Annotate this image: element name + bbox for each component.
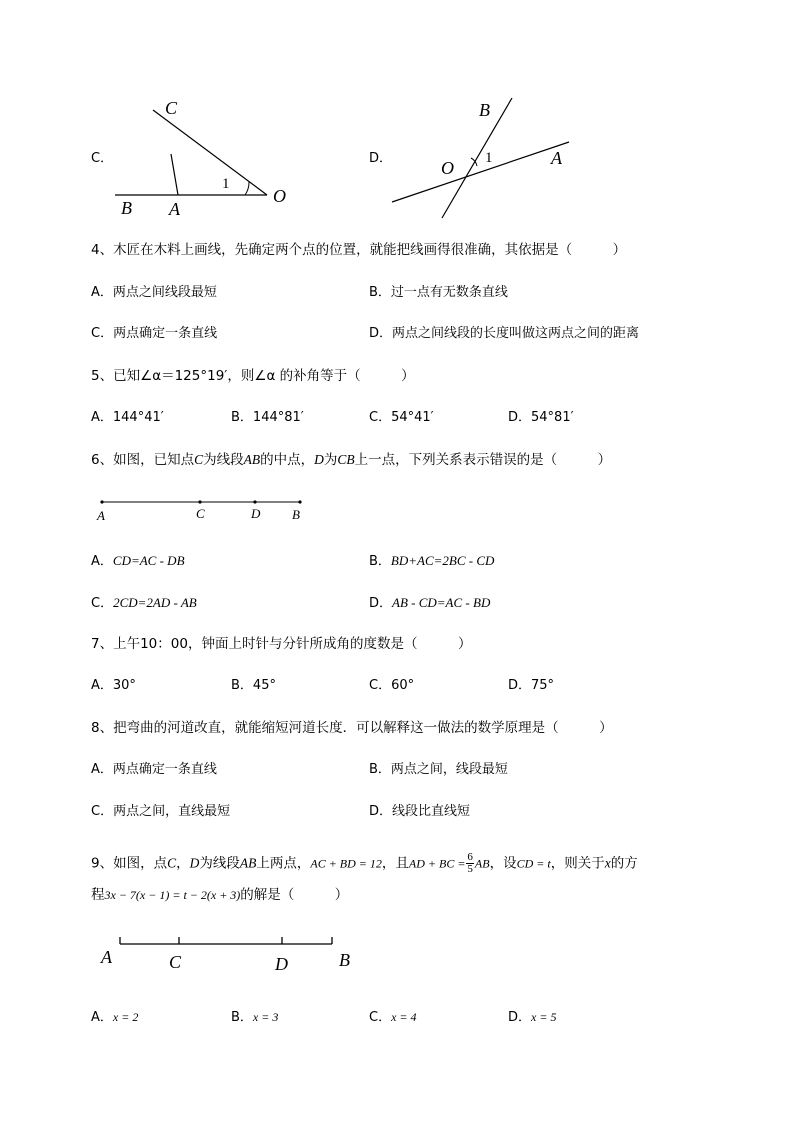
- label-d: D: [275, 954, 288, 974]
- q9-option-d[interactable]: D．x = 5: [508, 1010, 557, 1025]
- q4-option-a[interactable]: A．两点之间线段最短: [91, 285, 217, 300]
- angle-1: 1: [222, 176, 230, 192]
- point-o: O: [273, 186, 286, 206]
- label-b: B: [292, 507, 300, 522]
- figure-option-c: [105, 92, 305, 222]
- dot-b: [298, 500, 301, 503]
- dot-a: [100, 500, 103, 503]
- ray-oc: [153, 110, 267, 195]
- point-b: B: [479, 100, 490, 120]
- q7-option-b[interactable]: B．45°: [231, 678, 276, 693]
- q8-option-d[interactable]: D．线段比直线短: [369, 804, 471, 819]
- q7-option-c[interactable]: C．60°: [369, 678, 415, 693]
- q5-option-b[interactable]: B．144°81′: [231, 410, 304, 425]
- angle-arc: [245, 182, 249, 195]
- option-d-label: D．: [369, 151, 393, 166]
- q9-option-b[interactable]: B．x = 3: [231, 1010, 279, 1025]
- option-c-label: C．: [91, 151, 114, 166]
- q9-option-c[interactable]: C．x = 4: [369, 1010, 417, 1025]
- q9-stem-line1: 9、如图，点C，D为线段AB上两点，AC + BD = 12，且AD + BC = $\frac{6}{5}$ AB，设CD = t，则关于x的方: [91, 851, 638, 875]
- q4-option-b[interactable]: B．过一点有无数条直线: [369, 285, 508, 300]
- point-b: B: [121, 198, 132, 218]
- point-a: A: [169, 199, 180, 219]
- point-o: O: [441, 158, 454, 178]
- label-a: A: [97, 508, 105, 523]
- fraction-6-5: $\frac{6}{5}$: [467, 851, 473, 875]
- dot-d: [253, 500, 256, 503]
- q9-figure: [98, 930, 368, 978]
- label-c: C: [196, 506, 205, 521]
- dot-c: [198, 500, 201, 503]
- point-c: C: [165, 98, 178, 118]
- angle-1: 1: [485, 150, 493, 166]
- q7-option-a[interactable]: A．30°: [91, 678, 136, 693]
- q4-option-c[interactable]: C．两点确定一条直线: [91, 326, 218, 341]
- q4-option-d[interactable]: D．两点之间线段的长度叫做这两点之间的距离: [369, 326, 640, 341]
- q8-option-a[interactable]: A．两点确定一条直线: [91, 762, 217, 777]
- label-d: D: [251, 506, 261, 521]
- figure-option-d: [385, 92, 585, 222]
- q6-figure: [92, 492, 312, 526]
- segment-a: [171, 154, 178, 195]
- q5-stem: 5、已知∠α＝125°19′，则∠α 的补角等于（ ）: [91, 368, 415, 384]
- q5-option-a[interactable]: A．144°41′: [91, 410, 164, 425]
- q6-stem: 6、如图，已知点C为线段AB的中点，D为CB上一点，下列关系表示错误的是（ ）: [91, 452, 612, 468]
- q8-option-b[interactable]: B．两点之间，线段最短: [369, 762, 508, 777]
- label-b: B: [339, 950, 350, 970]
- q7-option-d[interactable]: D．75°: [508, 678, 555, 693]
- q4-stem: 4、木匠在木料上画线，先确定两个点的位置，就能把线画得很准确，其依据是（ ）: [91, 242, 627, 258]
- q5-option-d[interactable]: D．54°81′: [508, 410, 574, 425]
- q6-option-a[interactable]: A．CD=AC - DB: [91, 553, 185, 569]
- q7-stem: 7、上午10：00，钟面上时针与分针所成角的度数是（ ）: [91, 636, 472, 652]
- q8-option-c[interactable]: C．两点之间，直线最短: [91, 804, 231, 819]
- q9-option-a[interactable]: A．x = 2: [91, 1010, 139, 1025]
- q5-option-c[interactable]: C．54°41′: [369, 410, 434, 425]
- q8-stem: 8、把弯曲的河道改直，就能缩短河道长度．可以解释这一做法的数学原理是（ ）: [91, 720, 613, 736]
- label-c: C: [169, 952, 182, 972]
- q6-option-c[interactable]: C．2CD=2AD - AB: [91, 595, 197, 611]
- label-a: A: [101, 947, 112, 967]
- q6-option-b[interactable]: B．BD+AC=2BC - CD: [369, 553, 495, 569]
- q9-stem-line2: 程3x − 7(x − 1) = t − 2(x + 3)的解是（ ）: [91, 887, 349, 903]
- q6-option-d[interactable]: D．AB - CD=AC - BD: [369, 595, 491, 611]
- point-a: A: [551, 148, 562, 168]
